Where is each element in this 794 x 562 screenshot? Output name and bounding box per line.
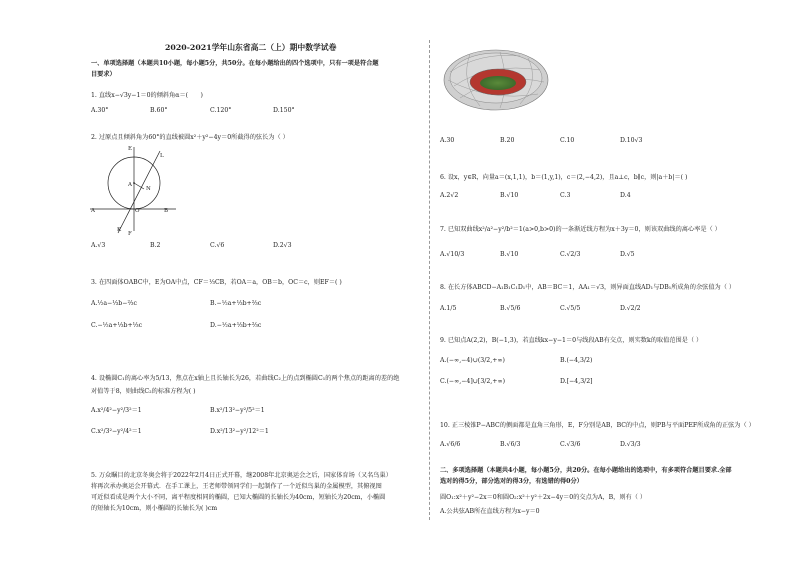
q6-option-c: C.3	[560, 192, 571, 199]
q2-option-a: A.√3	[91, 242, 106, 249]
q2-option-c: C.√6	[210, 242, 225, 249]
q11-stem: 圆O₁:x²＋y²−2x＝0和圆O₂:x²＋y²＋2x−4y＝0的交点为A，B，则有（ ）	[440, 494, 647, 501]
q3-stem: 3. 在四面体OABC中，E为OA中点，CF＝⅓CB，若OA＝a，OB＝b，OC＝c，则EF＝( )	[91, 279, 342, 286]
q2-label-k: K	[117, 227, 122, 233]
q5-option-c: C.10	[560, 137, 575, 144]
q3-option-d: D.−½a+⅓b+⅔c	[210, 322, 262, 329]
q2-option-d: D.2√3	[273, 242, 292, 249]
q1-option-d: D.150°	[273, 107, 295, 114]
q7-option-d: D.√5	[620, 251, 635, 258]
q7-option-c: C.√2/3	[560, 251, 581, 258]
q2-label-b: B	[164, 208, 169, 214]
page-title: 2020-2021学年山东省高二（上）期中数学试卷	[165, 43, 337, 52]
q4-option-d: D.x²/13²−y²/12²＝1	[210, 428, 269, 435]
column-divider	[429, 40, 430, 520]
q4-stem-2: 对值等于8，则曲线C₂的标准方程为( )	[91, 388, 196, 395]
q2-figure-circle-line	[88, 145, 178, 237]
q8-stem: 8. 在长方体ABCD−A₁B₁C₁D₁中，AB＝BC＝1，AA₁＝√3，则异面直线AD₁与DB₁所成角的余弦值为（ ）	[440, 284, 736, 291]
q11-option-a: A.公共弦AB所在直线方程为x−y＝0	[440, 508, 540, 515]
q5-option-a: A.30	[440, 137, 455, 144]
q9-option-a: A.(−∞,−4)∪(3/2,+∞)	[440, 357, 505, 364]
q4-stem: 4. 设椭圆C₁的离心率为5/13，焦点在x轴上且长轴长为26，若曲线C₂上的点到椭圆C₁的两个焦点的距离的差的绝	[91, 375, 400, 382]
q7-option-b: B.√10	[500, 251, 519, 258]
q7-stem: 7. 已知双曲线x²/a²−y²/b²＝1(a>0,b>0)的一条渐近线方程为x＋3y＝0，则该双曲线的离心率是（ ）	[440, 226, 721, 233]
q8-option-b: B.√5/6	[500, 305, 521, 312]
q3-option-c: C.−½a+⅓b+⅓c	[91, 322, 143, 329]
q10-option-c: C.√3/6	[560, 441, 581, 448]
q10-stem: 10. 正三棱锥P−ABC的侧面都是直角三角形，E，F分别是AB，BC的中点，则PB与平面PEF所成角的正弦为（ ）	[440, 422, 755, 429]
q3-option-a: A.½a−⅓b−⅔c	[91, 300, 137, 307]
q5-line-2: 将再次承办奥运会开幕式．在手工课上，王老师带领同学们一起制作了一个近似鸟巢的金属模型，其俯视图	[91, 483, 382, 490]
q2-label-n: N	[146, 186, 151, 192]
q6-stem: 6. 设x，y∈R，向量a＝(x,1,1)，b＝(1,y,1)，c＝(2,−4,2)，且a⊥c，b∥c，则|a＋b|＝( )	[440, 174, 688, 181]
q10-option-a: A.√6/6	[440, 441, 461, 448]
q2-stem: 2. 过原点且倾斜角为60°的直线被圆x²＋y²−4y＝0所截得的弦长为（ ）	[91, 134, 289, 141]
q6-option-b: B.√10	[500, 192, 519, 199]
q2-label-a-axis: A	[91, 208, 95, 214]
q5-option-b: B.20	[500, 137, 515, 144]
q2-label-f: F	[128, 231, 132, 237]
q10-option-b: B.√6/3	[500, 441, 521, 448]
q5-line-1: 5. 万众瞩目的北京冬奥会将于2022年2月4日正式开幕，继2008年北京奥运会之后，国家体育场（又名鸟巢）	[91, 472, 392, 479]
q2-label-a-center: A	[128, 182, 132, 188]
q2-label-l: L	[160, 153, 164, 159]
q8-option-d: D.√2/2	[620, 305, 641, 312]
q9-option-c: C.(−∞,−4]∪[3/2,+∞)	[440, 378, 506, 385]
section1-heading-2: 目要求）	[91, 71, 116, 78]
section2-heading-2: 选对的得5分，部分选对的得3分，有选错的得0分）	[440, 478, 583, 485]
section1-heading: 一、单项选择题（本题共10小题，每小题5分，共50分。在每小题给出的四个选项中，只有一项是符合题	[91, 60, 379, 67]
q1-option-a: A.30°	[91, 107, 109, 114]
q8-option-a: A.1/5	[440, 305, 457, 312]
stadium-image	[440, 42, 552, 114]
q2-option-b: B.2	[150, 242, 161, 249]
q4-option-c: C.x²/3²−y²/4²＝1	[91, 428, 142, 435]
q9-option-d: D.[−4,3/2]	[560, 378, 593, 385]
q2-label-o: O	[135, 208, 140, 214]
q1-option-c: C.120°	[210, 107, 232, 114]
q8-option-c: C.√5/5	[560, 305, 581, 312]
q4-option-a: A.x²/4²−y²/3²＝1	[91, 407, 142, 414]
q7-option-a: A.√10/3	[440, 251, 465, 258]
q3-option-b: B.−½a+⅓b+⅔c	[210, 300, 262, 307]
q6-option-d: D.4	[620, 192, 631, 199]
q1-stem: 1. 直线x−√3y−1＝0的倾斜角α＝( )	[91, 92, 203, 99]
q1-option-b: B.60°	[150, 107, 168, 114]
q2-label-e: E	[128, 146, 133, 152]
q6-option-a: A.2√2	[440, 192, 459, 199]
q9-stem: 9. 已知点A(2,2)，B(−1,3)，若直线kx−y−1＝0与线段AB有交点，则实数k的取值范围是（ ）	[440, 337, 703, 344]
q5-line-4: 的短轴长为10cm，则小椭圆的长轴长为( )cm	[91, 505, 218, 512]
q9-option-b: B.(−4,3/2)	[560, 357, 593, 364]
q5-line-3: 可近似看成是两个大小不同，离平程度相同的椭圆，已知大椭圆的长轴长为40cm，短轴长为20cm，小椭圆	[91, 494, 386, 501]
q4-option-b: B.x²/13²−y²/5²＝1	[210, 407, 265, 414]
q5-option-d: D.10√3	[620, 137, 643, 144]
section2-heading: 二、多项选择题（本题共4小题，每小题5分，共20分。在每小题给出的选项中，有多项符合题目要求.全部	[440, 467, 732, 474]
q10-option-d: D.√3/3	[620, 441, 641, 448]
